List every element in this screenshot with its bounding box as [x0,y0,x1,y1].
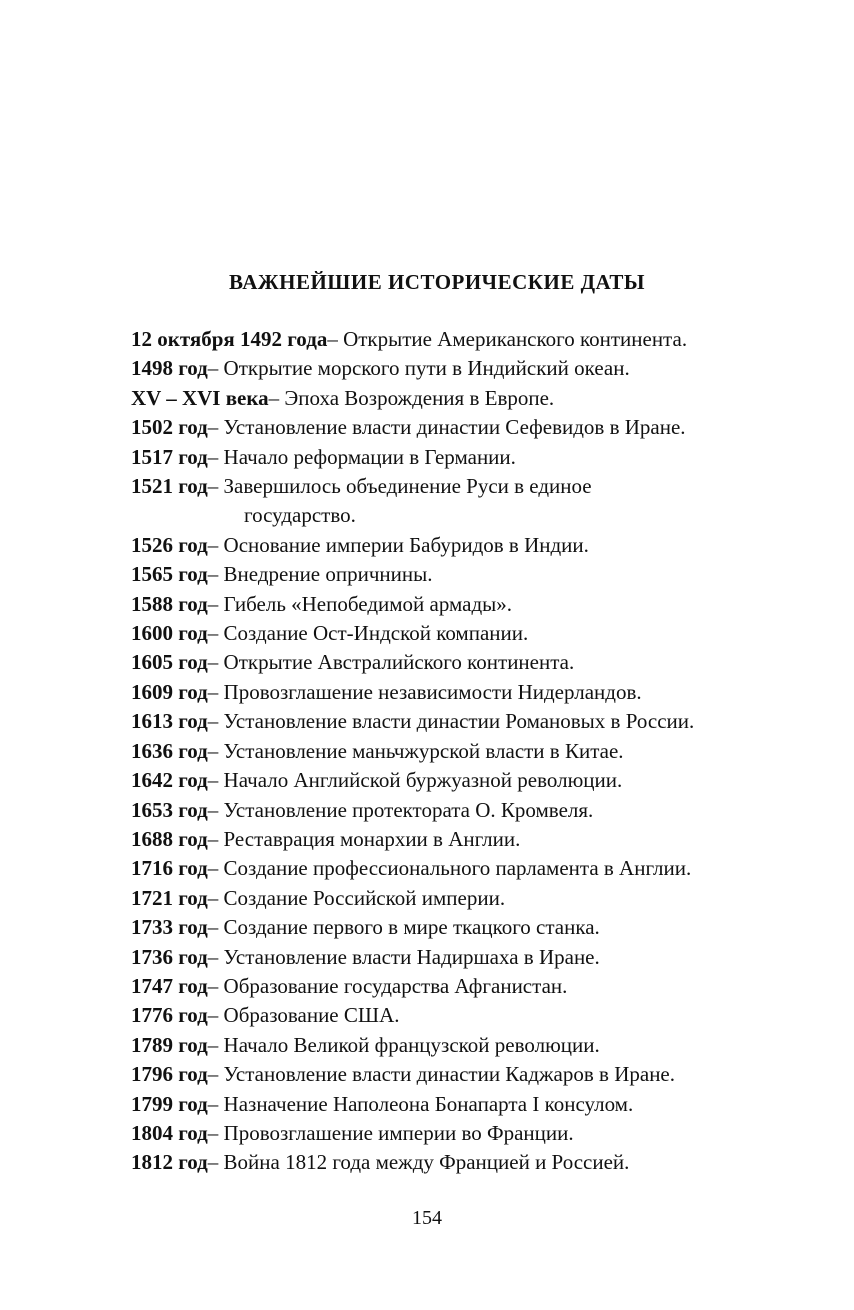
timeline-entry [131,325,791,354]
entry-description: – Установление власти Надиршаха в Иране. [207,944,600,969]
entry-date: 1642 год [131,768,208,793]
entry-date: 1605 год [131,650,208,675]
entry-date: 1804 год [131,1120,208,1145]
entry-date: 12 октября 1492 года [131,327,328,351]
entry-date: 1747 год [131,973,208,998]
timeline-list [131,325,791,1178]
entry-description: – Установление власти династии Каджаров в Иране. [207,1062,676,1087]
entry-description: – Начало реформации в Германии. [207,444,516,469]
entry-date: 1588 год [131,591,208,616]
timeline-entry [131,590,791,619]
entry-date: 1517 год [131,444,208,469]
entry-description: – Установление маньчжурской власти в Китае. [207,738,624,763]
page-number: 154 [412,1207,442,1229]
entry-description: – Образование США. [207,1003,400,1028]
entry-date: 1609 год [131,679,208,704]
timeline-entry [131,825,791,854]
entry-description: – Открытие морского пути в Индийский океан. [207,356,630,381]
entry-description: – Создание Российской империи. [207,885,506,910]
timeline-entry [131,1001,791,1030]
timeline-entry [131,884,791,913]
timeline-entry [131,354,791,383]
timeline-entry [131,531,791,560]
timeline-entry [131,1090,791,1119]
timeline-entry [131,619,791,648]
timeline-entry [131,472,791,501]
entry-date: 1613 год [131,709,208,734]
timeline-entry [131,707,791,736]
entry-date: 1636 год [131,738,208,763]
entry-description: – Установление протектората О. Кромвеля. [207,797,594,822]
timeline-entry [131,796,791,825]
entry-date: 1502 год [131,415,208,440]
page-title: ВАЖНЕЙШИЕ ИСТОРИЧЕСКИЕ ДАТЫ [229,270,645,294]
entry-description: – Открытие Австралийского континента. [207,650,575,675]
entry-date: 1521 год [131,474,208,499]
entry-date: 1776 год [131,1003,208,1028]
entry-date: 1733 год [131,915,208,940]
entry-date: XV – XVI века [131,385,269,410]
entry-description: – Гибель «Непобедимой армады». [207,591,513,616]
entry-description: – Установление власти династии Сефевидов в Иране. [207,415,686,440]
entry-description: – Создание профессионального парламента в Англии. [207,856,692,881]
entry-description: – Провозглашение империи во Франции. [207,1120,574,1145]
entry-description: – Назначение Наполеона Бонапарта I консулом. [207,1091,634,1116]
timeline-entry [131,1148,791,1177]
timeline-entry [131,443,791,472]
timeline-entry [131,1119,791,1148]
entry-date: 1653 год [131,797,208,822]
timeline-entry [131,678,791,707]
entry-date: 1789 год [131,1032,208,1057]
timeline-entry [131,413,791,442]
timeline-entry [131,648,791,677]
entry-date: 1565 год [131,562,208,587]
entry-description: – Война 1812 года между Францией и Россией. [207,1150,630,1175]
timeline-entry [131,560,791,589]
entry-date: 1716 год [131,856,208,881]
entry-date: 1600 год [131,621,208,646]
entry-description: – Установление власти династии Романовых в России. [207,709,695,734]
entry-description: – Завершилось объединение Руси в единое [207,474,592,499]
entry-date: 1736 год [131,944,208,969]
timeline-entry [131,1060,791,1089]
timeline-entry [131,1031,791,1060]
entry-date: 1498 год [131,356,208,381]
entry-date: 1688 год [131,826,208,851]
entry-description: – Создание Ост-Индской компании. [207,621,529,646]
entry-description: – Реставрация монархии в Англии. [207,826,521,851]
entry-date: 1526 год [131,532,208,557]
entry-description: – Начало Английской буржуазной революции. [207,768,623,793]
timeline-entry [131,972,791,1001]
entry-description: – Образование государства Афганистан. [207,973,568,998]
timeline-entry [131,766,791,795]
entry-date: 1812 год [131,1150,208,1175]
timeline-entry [131,854,791,883]
entry-description: – Создание первого в мире ткацкого станка. [207,915,600,940]
entry-description: – Провозглашение независимости Нидерландов. [207,679,642,704]
entry-date: 1799 год [131,1091,208,1116]
entry-description: – Начало Великой французской революции. [207,1032,600,1057]
timeline-entry [131,737,791,766]
entry-description: – Внедрение опричнины. [207,562,433,587]
entry-date: 1796 год [131,1062,208,1087]
timeline-entry [131,943,791,972]
entry-description-continued: государство. [244,503,356,528]
entry-date: 1721 год [131,885,208,910]
entry-description: – Основание империи Бабуридов в Индии. [207,532,589,557]
entry-description: – Эпоха Возрождения в Европе. [268,385,555,410]
entry-description: – Открытие Американского континента. [327,327,688,351]
timeline-entry [131,384,791,413]
timeline-entry [131,913,791,942]
